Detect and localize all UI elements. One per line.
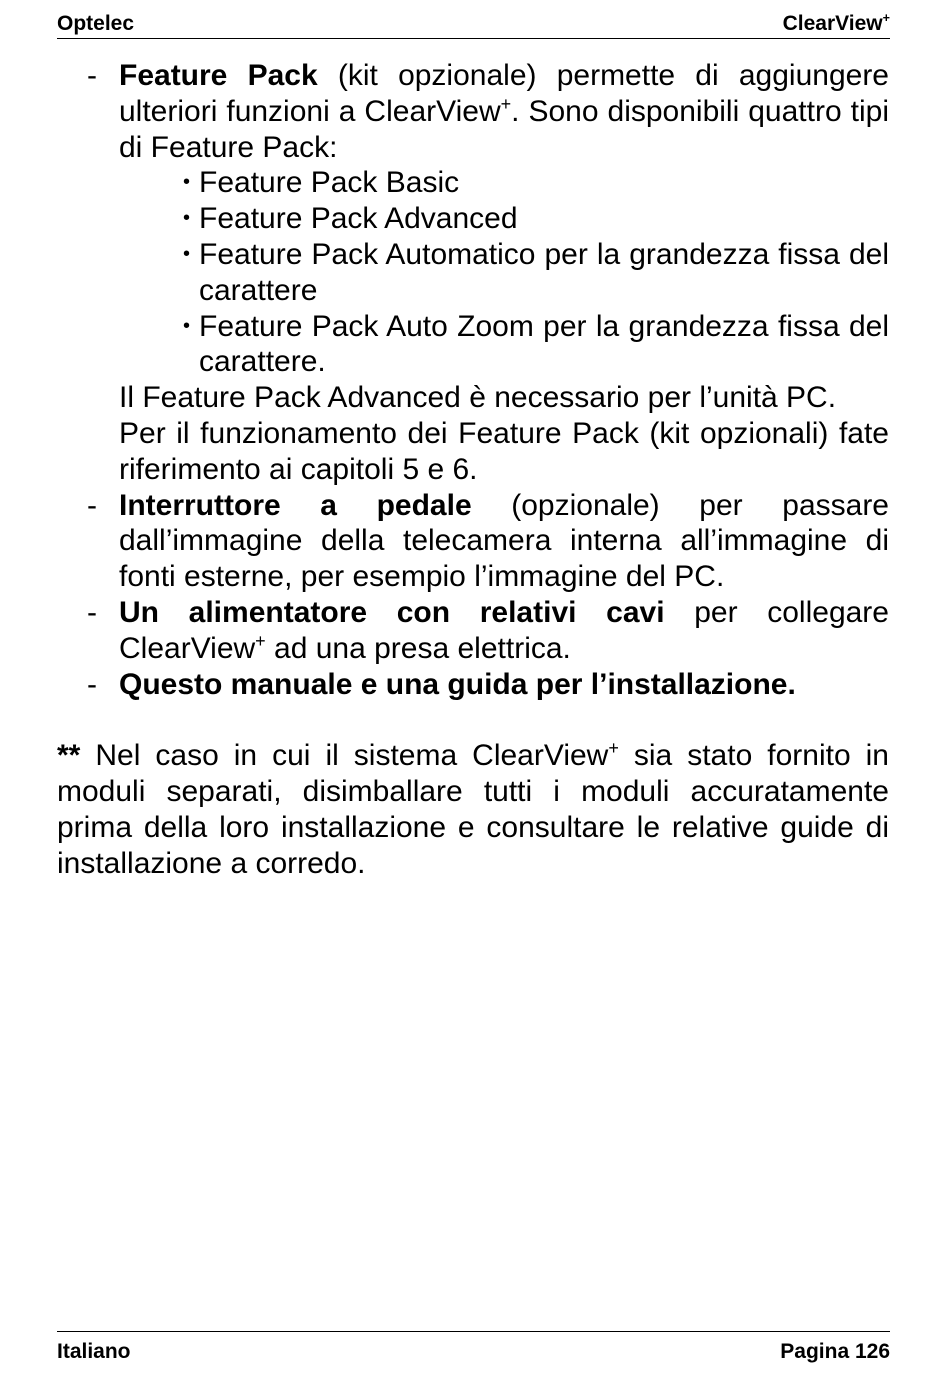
item-sup: + — [500, 93, 512, 114]
paragraph: Per il funzionamento dei Feature Pack (kit opzionali) fate riferimento ai capitoli 5 e 6. — [119, 416, 889, 486]
bullet-text: Feature Pack Advanced — [199, 202, 518, 236]
bullet-text: Feature Pack Auto Zoom per la grandezza fissa del carattere. — [199, 309, 889, 379]
list-item-alimentatore — [57, 595, 889, 667]
footer-page-number: Pagina 126 — [780, 1340, 890, 1363]
bullet-icon: • — [183, 314, 191, 337]
item-title: Feature Pack — [119, 59, 318, 92]
page-footer — [57, 1331, 890, 1372]
list-dash: - — [87, 59, 97, 92]
item-sup: + — [255, 630, 266, 651]
note-text: sia stato fornito in moduli separati, disimballare tutti i moduli accuratamente prima della loro installazione e consultare le relative guide di installazione a corredo. — [57, 739, 889, 880]
header-brand: Optelec — [57, 12, 135, 35]
list-dash: - — [87, 488, 97, 522]
item-title: Interruttore a pedale — [119, 488, 472, 522]
page-header — [57, 10, 890, 39]
list-item-manuale — [57, 667, 889, 703]
header-product-name: ClearView — [782, 12, 883, 35]
bullet-icon: • — [183, 171, 191, 194]
footer-language: Italiano — [57, 1340, 131, 1363]
item-title: Questo manuale e una guida per l’installazione. — [119, 667, 796, 701]
paragraph: Il Feature Pack Advanced è necessario per l’unità PC. — [119, 381, 837, 415]
item-text: ad una presa elettrica. — [265, 631, 571, 665]
bullet-item — [183, 237, 889, 309]
header-product — [783, 12, 890, 36]
item-text: per collegare ClearView — [119, 595, 889, 665]
list-dash: - — [87, 595, 97, 629]
list-dash: - — [87, 667, 97, 701]
note-marker: ** — [57, 739, 81, 773]
note-paragraph — [57, 738, 889, 881]
note-sup: + — [608, 738, 619, 759]
bullet-text: Feature Pack Basic — [199, 166, 460, 200]
bullet-text: Feature Pack Automatico per la grandezza fissa del carattere — [199, 237, 889, 307]
item-text: (opzionale) per passare dall’immagine della telecamera interna all’immagine di fonti esterne, per esempio l’immagine del PC. — [119, 488, 889, 594]
list-item-pedale — [57, 488, 889, 595]
item-text: . Sono disponibili quattro tipi di Feature Pack: — [119, 94, 889, 164]
item-text: (kit opzionale) permette di aggiungere ulteriori funzioni a ClearView — [119, 59, 889, 128]
header-product-sup: + — [882, 11, 890, 25]
bullet-item — [183, 201, 889, 237]
bullet-item — [183, 309, 889, 381]
item-title: Un alimentatore con relativi cavi — [119, 595, 665, 629]
page-content — [57, 58, 889, 882]
note-text: Nel caso in cui il sistema ClearView — [80, 739, 609, 773]
feature-pack-list — [119, 165, 889, 380]
bullet-icon: • — [183, 207, 191, 230]
bullet-item — [183, 165, 889, 201]
bullet-icon: • — [183, 242, 191, 265]
list-item-feature-pack — [57, 58, 889, 488]
